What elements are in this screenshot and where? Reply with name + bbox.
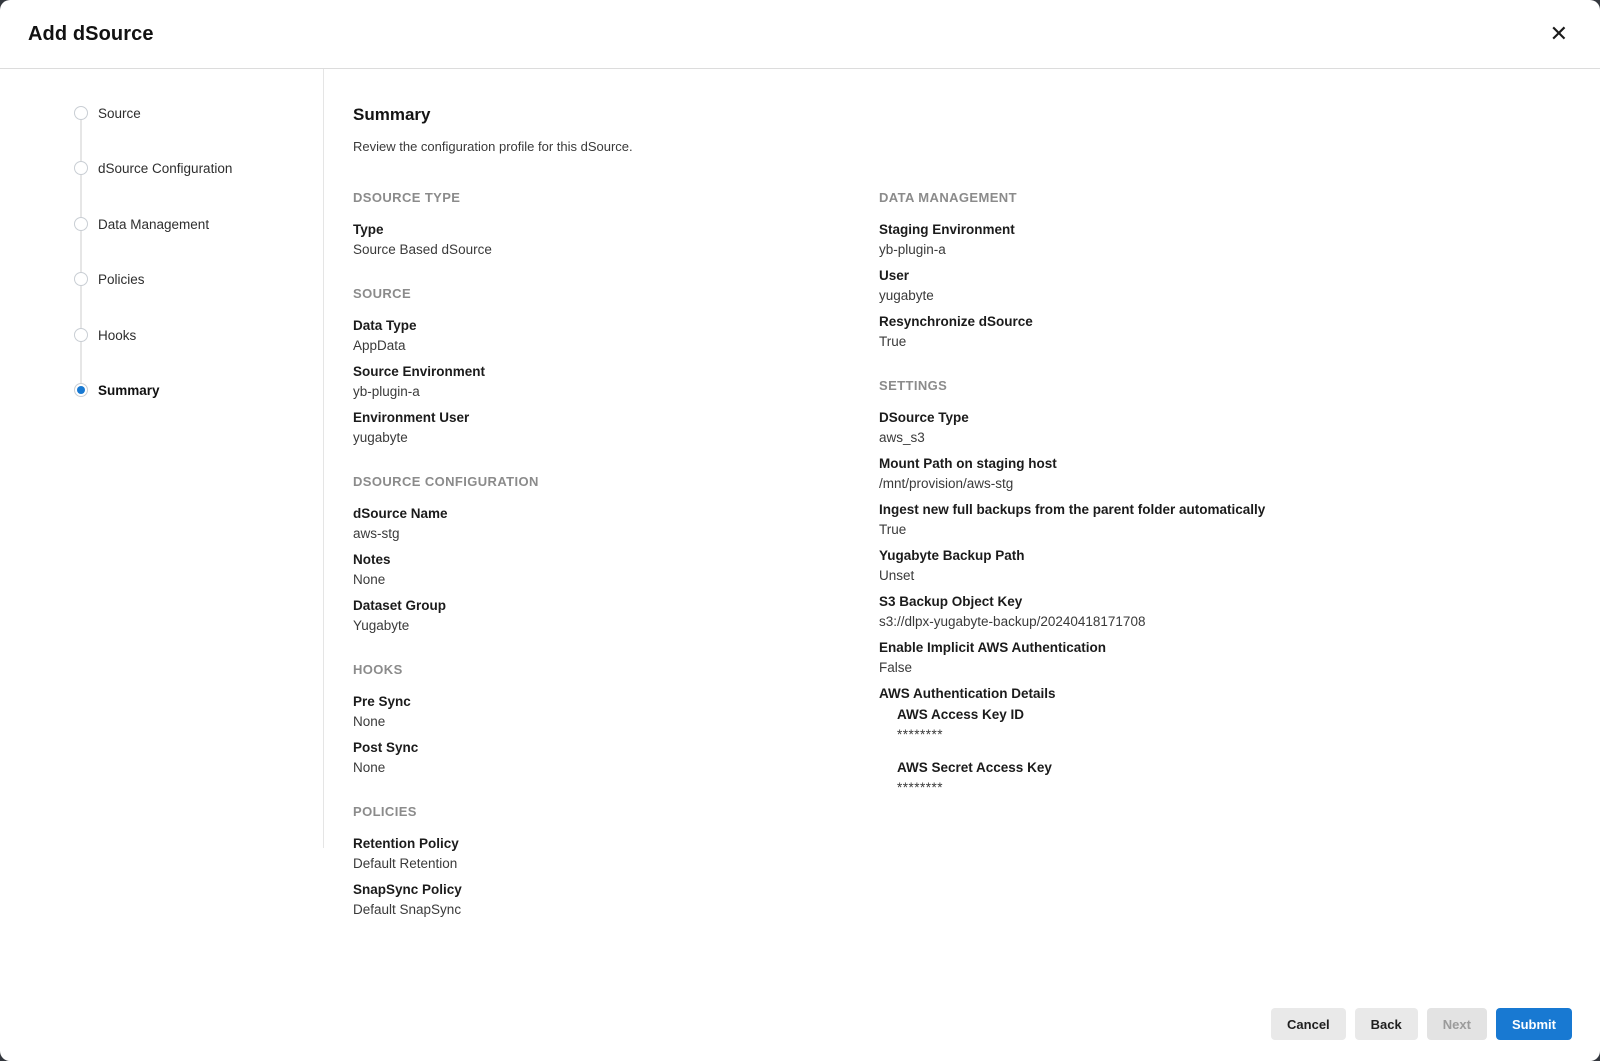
field-value: Default Retention [353, 856, 458, 871]
field-value: yb-plugin-a [353, 384, 420, 399]
field-label: Mount Path on staging host [879, 456, 1057, 471]
field-value: AppData [353, 338, 406, 353]
step-hooks[interactable] [74, 328, 136, 342]
field-label: AWS Access Key ID [897, 707, 1025, 722]
field-value: Yugabyte [353, 618, 410, 633]
field-value: Unset [879, 568, 915, 583]
field-label: Post Sync [353, 740, 419, 755]
field-value: None [353, 572, 386, 587]
field-value: aws-stg [353, 526, 400, 541]
field-dataset-group [353, 597, 879, 634]
field-label: AWS Secret Access Key [897, 760, 1052, 775]
step-label: Summary [98, 382, 160, 398]
field-label: Retention Policy [353, 836, 459, 851]
step-circle-icon [74, 328, 88, 342]
section-hooks [353, 662, 879, 776]
section-title: HOOKS [353, 662, 403, 677]
field-mount-path [879, 455, 1600, 492]
field-value: None [353, 760, 386, 775]
field-user [879, 267, 1600, 304]
page-subtitle: Review the configuration profile for this dSource. [353, 139, 633, 154]
section-data-management [879, 190, 1600, 350]
field-value: None [353, 714, 386, 729]
field-value: s3://dlpx-yugabyte-backup/20240418171708 [879, 614, 1146, 629]
field-aws-authentication-details [879, 685, 1600, 796]
step-label: Hooks [98, 327, 137, 343]
summary-left-column [353, 190, 879, 946]
field-post-sync [353, 739, 879, 776]
field-ingest-backups [879, 501, 1600, 538]
step-policies[interactable] [74, 272, 145, 286]
field-snapsync-policy [353, 881, 879, 918]
field-value: yugabyte [353, 430, 408, 445]
field-value: Source Based dSource [353, 242, 492, 257]
field-dsource-name [353, 505, 879, 542]
back-button[interactable]: Back [1355, 1008, 1418, 1040]
step-circle-icon [74, 383, 88, 397]
field-label: Yugabyte Backup Path [879, 548, 1025, 563]
field-value: yugabyte [879, 288, 934, 303]
wizard-stepper [0, 69, 323, 489]
field-value: /mnt/provision/aws-stg [879, 476, 1014, 491]
field-retention-policy [353, 835, 879, 872]
field-dsource-type-setting [879, 409, 1600, 446]
field-value: Default SnapSync [353, 902, 462, 917]
step-summary[interactable] [74, 383, 160, 397]
section-source [353, 286, 879, 446]
field-implicit-aws-auth [879, 639, 1600, 676]
field-value: True [879, 334, 907, 349]
step-circle-icon [74, 217, 88, 231]
field-label: Ingest new full backups from the parent folder automatically [879, 502, 1266, 517]
field-label: SnapSync Policy [353, 882, 462, 897]
section-dsource-type [353, 190, 879, 258]
step-label: Policies [98, 271, 145, 287]
section-title: POLICIES [353, 804, 417, 819]
field-label: DSource Type [879, 410, 969, 425]
cancel-button[interactable]: Cancel [1271, 1008, 1346, 1040]
step-circle-icon [74, 272, 88, 286]
field-value-masked: ******** [897, 780, 944, 795]
step-circle-icon [74, 106, 88, 120]
footer-button-row [1271, 1008, 1572, 1040]
field-aws-secret-access-key [897, 759, 1600, 796]
field-type [353, 221, 879, 258]
step-label: Source [98, 105, 141, 121]
summary-columns [353, 190, 1600, 946]
section-settings [879, 378, 1600, 796]
field-value: aws_s3 [879, 430, 925, 445]
field-staging-environment [879, 221, 1600, 258]
section-title: SOURCE [353, 286, 412, 301]
field-label: Pre Sync [353, 694, 411, 709]
field-label: Resynchronize dSource [879, 314, 1033, 329]
stepper-connector-line [80, 113, 82, 390]
field-label: Source Environment [353, 364, 486, 379]
step-label: Data Management [98, 216, 210, 232]
section-policies [353, 804, 879, 918]
section-dsource-configuration [353, 474, 879, 634]
field-label: Notes [353, 552, 391, 567]
field-environment-user [353, 409, 879, 446]
section-title: DATA MANAGEMENT [879, 190, 1017, 205]
field-label: Enable Implicit AWS Authentication [879, 640, 1107, 655]
field-s3-backup-object-key [879, 593, 1600, 630]
next-button[interactable]: Next [1427, 1008, 1487, 1040]
field-value: yb-plugin-a [879, 242, 946, 257]
close-icon[interactable]: ✕ [1546, 19, 1572, 49]
field-value: False [879, 660, 913, 675]
summary-panel [323, 69, 1600, 1061]
field-label: Data Type [353, 318, 417, 333]
field-notes [353, 551, 879, 588]
step-circle-icon [74, 161, 88, 175]
field-data-type [353, 317, 879, 354]
field-label: User [879, 268, 910, 283]
section-title: DSOURCE CONFIGURATION [353, 474, 539, 489]
dialog-title: Add dSource [28, 22, 154, 45]
field-yugabyte-backup-path [879, 547, 1600, 584]
page-title: Summary [353, 105, 431, 124]
field-label: Dataset Group [353, 598, 447, 613]
field-label: Staging Environment [879, 222, 1015, 237]
field-value: True [879, 522, 907, 537]
field-value-masked: ******** [897, 727, 944, 742]
field-label: S3 Backup Object Key [879, 594, 1023, 609]
field-aws-access-key-id [897, 706, 1600, 743]
field-source-environment [353, 363, 879, 400]
field-label: Environment User [353, 410, 470, 425]
dialog-header [0, 0, 1600, 69]
summary-right-column [879, 190, 1600, 946]
step-dsource-configuration[interactable] [74, 161, 232, 175]
submit-button[interactable]: Submit [1496, 1008, 1572, 1040]
step-source[interactable] [74, 106, 141, 120]
field-resynchronize-dsource [879, 313, 1600, 350]
step-label: dSource Configuration [98, 160, 233, 176]
field-pre-sync [353, 693, 879, 730]
field-label: Type [353, 222, 384, 237]
section-title: DSOURCE TYPE [353, 190, 461, 205]
field-label: dSource Name [353, 506, 448, 521]
step-data-management[interactable] [74, 217, 209, 231]
field-group-label: AWS Authentication Details [879, 686, 1056, 701]
section-title: SETTINGS [879, 378, 948, 393]
